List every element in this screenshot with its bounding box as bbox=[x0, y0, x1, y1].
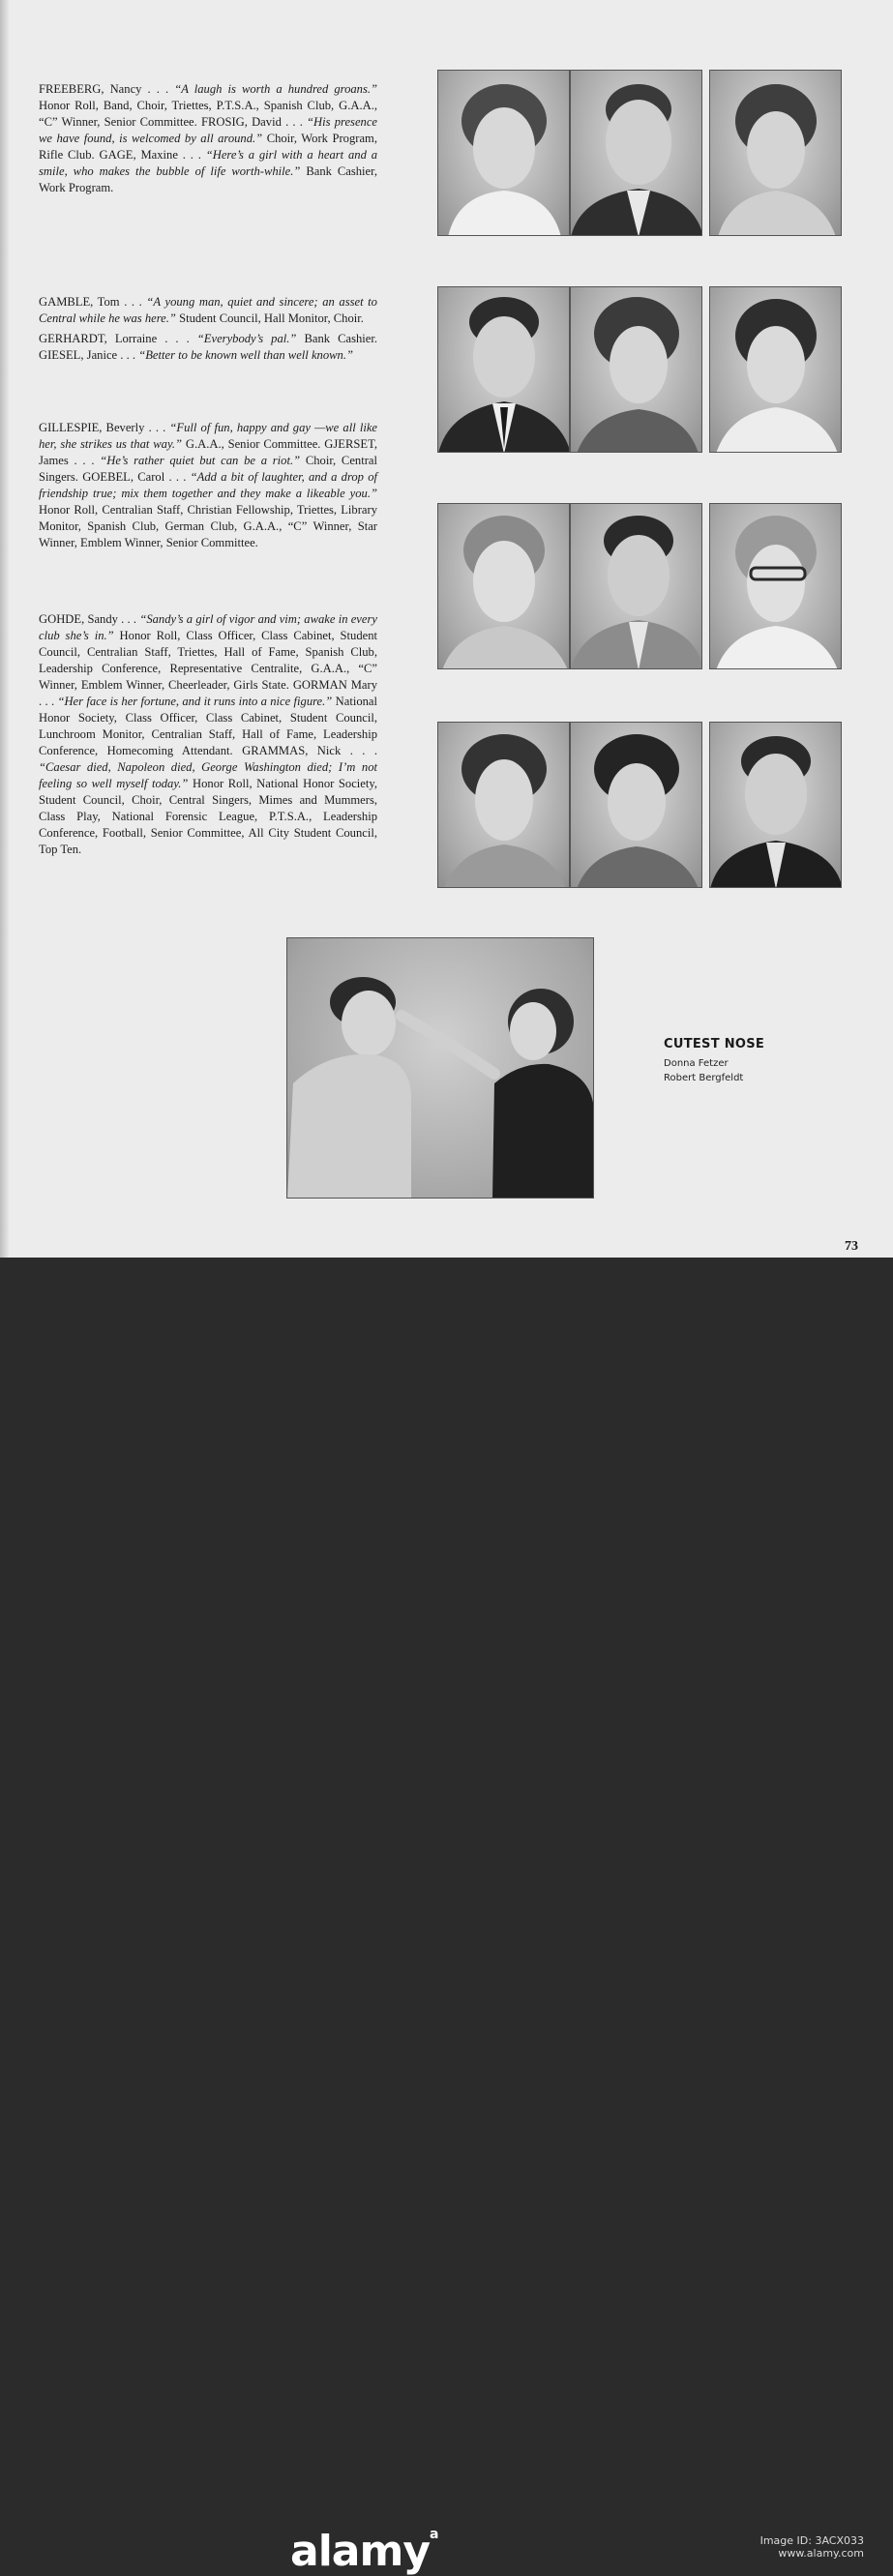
bio-block-3: GILLESPIE, Beverly . . . “Full of fun, happy and gay —we all like her, she strikes us that way.” G.A.A., Senior Committee. GJERSET, James . . . “He’s rather quiet but can be a riot.” Choir, Central Singers. GOEBEL, Carol . . . “Add a bit of laughter, and a drop of friendship true; mix them together and they make a likeable you.” Honor Roll, Centralian Staff, Christian Fellowship, Triettes, Library Monitor, Spanish Club, German Club, G.A.A., “C” Winner, Star Winner, Emblem Winner, Senior Committee. bbox=[39, 421, 378, 549]
portrait-photo-gjerset bbox=[570, 503, 702, 669]
caption-title: CUTEST NOSE bbox=[664, 1037, 765, 1051]
portrait-photo-gamble bbox=[437, 286, 570, 453]
image-id-label: Image ID: 3ACX033 bbox=[759, 2534, 864, 2547]
bio-name: GAMBLE, Tom bbox=[39, 295, 120, 309]
bio-quote: “Better to be known well than well known.” bbox=[138, 348, 353, 362]
stock-watermark-bar bbox=[0, 1258, 893, 2576]
page-number: 73 bbox=[845, 1239, 858, 1254]
bio-activities: Student Council, Hall Monitor, Choir. bbox=[179, 311, 364, 325]
bio-activities: Honor Roll, Class Officer, Class Cabinet, Student Council, Centralian Staff, Triettes, Hall of Fame, Spanish Club, Leadership Conference, Representative Centralite, G.A.A., “C” Winner, Emblem Winner, Cheerleader, Girls State. bbox=[39, 629, 377, 692]
bio-quote: “He’s rather quiet but can be a riot.” bbox=[100, 454, 301, 467]
bio-quote: “Full of fun, happy and gay —we all like her, she strikes us that way.” bbox=[39, 421, 378, 451]
bio-name: GERHARDT, Lorraine bbox=[39, 332, 158, 345]
bio-activities: National Honor Society, Class Officer, Class Cabinet, Student Council, Lunchroom Monitor, Centralian Staff, Hall of Fame, Leadership Conference, Homecoming Attendant. bbox=[39, 695, 378, 757]
bio-name: GRAMMAS, Nick bbox=[242, 744, 342, 757]
portrait-photo-giesel bbox=[709, 286, 842, 453]
feature-caption bbox=[664, 1037, 764, 1085]
bio-activities: Bank Cashier. bbox=[304, 332, 377, 345]
portrait-photo-freeberg bbox=[437, 70, 570, 236]
bio-activities: Choir, Central Singers. bbox=[39, 454, 378, 484]
portrait-photo-gillespie bbox=[437, 503, 570, 669]
bio-name: GORMAN Mary bbox=[292, 678, 377, 692]
bio-activities: Choir, Work Program, Rifle Club. bbox=[39, 132, 377, 162]
bio-activities: Honor Roll, Band, Choir, Triettes, P.T.S.A., Spanish Club, G.A.A., “C” Winner, Senior Committee. bbox=[39, 99, 377, 129]
stock-image-id bbox=[760, 2534, 864, 2560]
portrait-photo-frosig bbox=[570, 70, 702, 236]
bio-quote: “Everybody’s pal.” bbox=[196, 332, 297, 345]
bio-activities: Bank Cashier, Work Program. bbox=[39, 164, 377, 194]
page-fold-shadow bbox=[0, 0, 10, 1258]
bio-quote: “A young man, quiet and sincere; an asset to Central while he was here.” bbox=[39, 295, 377, 325]
feature-photo-cutest-nose bbox=[286, 937, 594, 1199]
portrait-photo-gorman bbox=[570, 722, 702, 888]
bio-name: GJERSET, James bbox=[39, 437, 377, 467]
bio-activities: Honor Roll, National Honor Society, Student Council, Choir, Central Singers, Mimes and Mummers, Class Play, National Forensic League, P.T.S.A., Leadership Conference, Football, Senior Committee, All City Student Council, Top Ten. bbox=[39, 777, 378, 856]
bio-name: FROSIG, David bbox=[200, 115, 282, 129]
bio-activities: Honor Roll, Centralian Staff, Christian Fellowship, Triettes, Library Monitor, Spanish Club, German Club, G.A.A., “C” Winner, Star Winner, Emblem Winner, Senior Committee. bbox=[39, 503, 377, 549]
bio-name: GOHDE, Sandy bbox=[39, 612, 118, 626]
bio-quote: “Sandy’s a girl of vigor and vim; awake in every club she’s in.” bbox=[39, 612, 377, 642]
bio-quote: “Caesar died, Napoleon died, George Washington died; I’m not feeling so well myself today.” bbox=[39, 760, 377, 790]
caption-name-1: Donna Fetzer bbox=[664, 1058, 729, 1069]
bio-name: GAGE, Maxine bbox=[99, 148, 178, 162]
bio-quote: “Here’s a girl with a heart and a smile, who makes the bubble of life worth-while.” bbox=[39, 148, 377, 178]
caption-name-2: Robert Bergfeldt bbox=[664, 1073, 744, 1083]
bio-block-1: FREEBERG, Nancy . . . “A laugh is worth a hundred groans.” Honor Roll, Band, Choir, Triettes, P.T.S.A., Spanish Club, G.A.A., “C” Winner, Senior Committee. FROSIG, David . . . “His presence we have found, is welcomed by all around.” Choir, Work Program, Rifle Club. GAGE, Maxine . . . “Here’s a girl with a heart and a smile, who makes the bubble of life worth-while.” Bank Cashier, Work Program. bbox=[39, 82, 378, 194]
bio-name: GIESEL, Janice bbox=[39, 348, 118, 362]
bio-quote: “Her face is her fortune, and it runs into a nice figure.” bbox=[57, 695, 333, 708]
portrait-photo-gerhardt bbox=[570, 286, 702, 453]
bio-quote: “Add a bit of laughter, and a drop of friendship true; mix them together and they make a likeable you.” bbox=[39, 470, 378, 500]
bio-activities: G.A.A., Senior Committee. bbox=[185, 437, 321, 451]
portrait-photo-grammas bbox=[709, 722, 842, 888]
bio-quote: “His presence we have found, is welcomed by all around.” bbox=[39, 115, 378, 145]
bio-block-4: GOHDE, Sandy . . . “Sandy’s a girl of vigor and vim; awake in every club she’s in.” Honor Roll, Class Officer, Class Cabinet, Student Council, Centralian Staff, Triettes, Hall of Fame, Spanish Club, Leadership Conference, Representative Centralite, G.A.A., “C” Winner, Emblem Winner, Cheerleader, Girls State. GORMAN Mary . . . “Her face is her fortune, and it runs into a nice figure.” National Honor Society, Class Officer, Class Cabinet, Student Council, Lunchroom Monitor, Centralian Staff, Hall of Fame, Leadership Conference, Homecoming Attendant. GRAMMAS, Nick . . . “Caesar died, Napoleon died, George Washington died; I’m not feeling so well myself today.” Honor Roll, National Honor Society, Student Council, Choir, Central Singers, Mimes and Mummers, Class Play, National Forensic League, P.T.S.A., Leadership Conference, Football, Senior Committee, All City Student Council, Top Ten. bbox=[39, 612, 378, 856]
bio-name: FREEBERG, Nancy bbox=[39, 82, 142, 96]
portrait-photo-gage bbox=[709, 70, 842, 236]
bio-block-2: GAMBLE, Tom . . . “A young man, quiet and sincere; an asset to Central while he was here.” Student Council, Hall Monitor, Choir. GERHARDT, Lorraine . . . “Everybody’s pal.” Bank Cashier. GIESEL, Janice . . . “Better to be known well than well known.” bbox=[39, 295, 377, 362]
bio-name: GILLESPIE, Beverly bbox=[39, 421, 145, 434]
stock-brand-logo: alamy$^a$ bbox=[290, 2527, 438, 2576]
bio-quote: “A laugh is worth a hundred groans.” bbox=[174, 82, 378, 96]
yearbook-page bbox=[0, 0, 893, 1258]
stock-url: www.alamy.com bbox=[778, 2547, 864, 2560]
portrait-photo-goebel bbox=[709, 503, 842, 669]
bio-name: GOEBEL, Carol bbox=[82, 470, 165, 484]
portrait-photo-gohde bbox=[437, 722, 570, 888]
